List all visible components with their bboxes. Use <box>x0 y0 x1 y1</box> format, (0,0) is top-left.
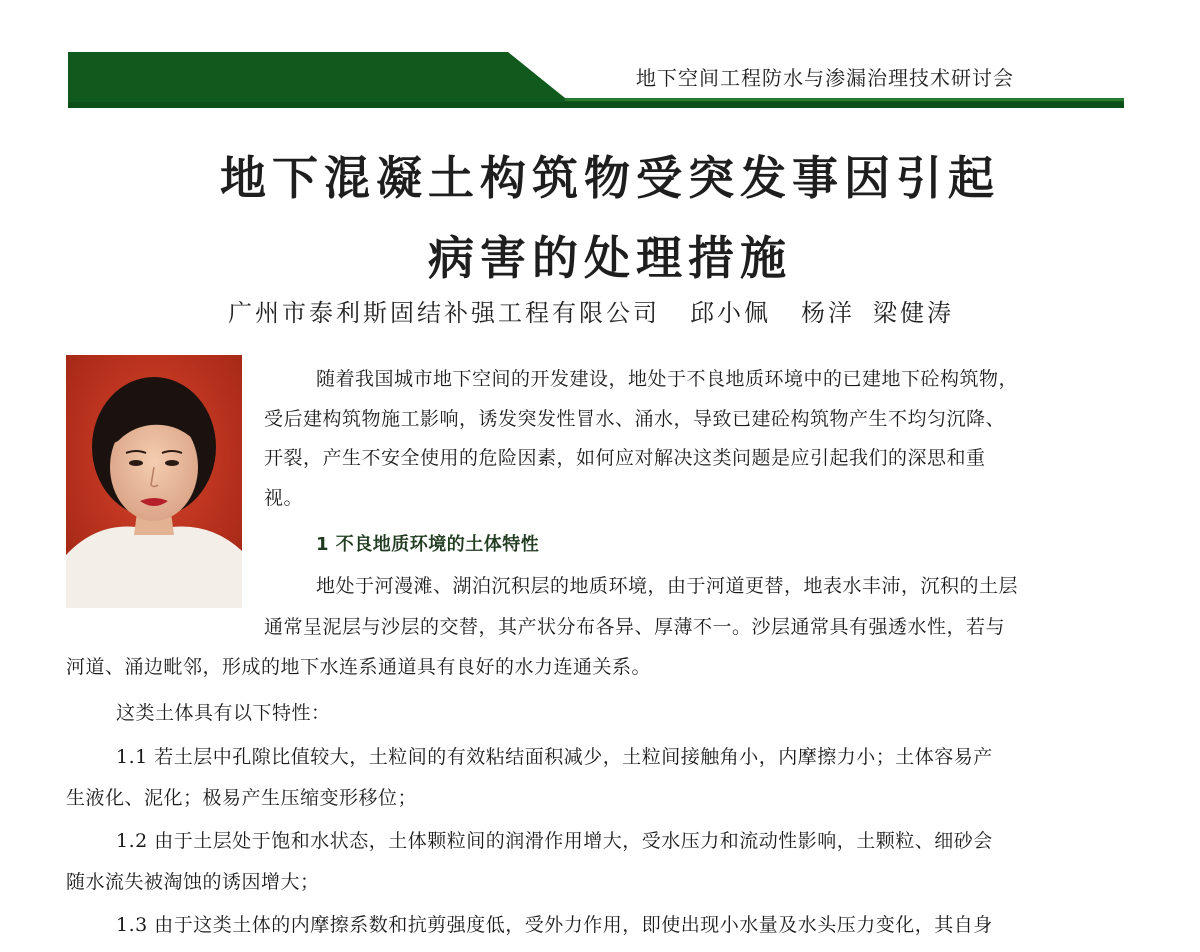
intro-line-4: 视。 <box>264 487 304 509</box>
item-1-2-line-1: 1.2 由于土层处于饱和水状态，土体颗粒间的润滑作用增大，受水压力和流动性影响，土颗粒、细砂会 <box>116 830 993 852</box>
item-1-1-line-1: 1.1 若土层中孔隙比值较大，土粒间的有效粘结面积减少，土粒间接触角小，内摩擦力小；土体容易产 <box>116 746 993 768</box>
portrait-image <box>66 355 242 608</box>
intro-line-2: 受后建构筑物施工影响，诱发突发性冒水、涌水，导致已建砼构筑物产生不均匀沉降、 <box>264 408 1006 430</box>
section1-line-2: 通常呈泥层与沙层的交替，其产状分布各异、厚薄不一。沙层通常具有强透水性，若与 <box>264 616 1006 638</box>
author-name: 邱小佩 <box>690 299 771 327</box>
intro-line-1: 随着我国城市地下空间的开发建设，地处于不良地质环境中的已建地下砼构筑物， <box>316 368 1019 390</box>
byline <box>228 293 954 328</box>
properties-intro: 这类土体具有以下特性： <box>116 702 331 724</box>
conference-name: 地下空间工程防水与渗漏治理技术研讨会 <box>636 66 1014 90</box>
item-1-2-line-2: 随水流失被淘蚀的诱因增大； <box>66 871 320 893</box>
author-name: 杨洋 <box>801 299 855 327</box>
section-heading: 1 不良地质环境的土体特性 <box>316 534 540 555</box>
author-portrait <box>66 355 242 608</box>
section1-line-1: 地处于河漫滩、湖泊沉积层的地质环境，由于河道更替，地表水丰沛，沉积的土层 <box>316 575 1019 597</box>
intro-line-3: 开裂，产生不安全使用的危险因素，如何应对解决这类问题是应引起我们的深思和重 <box>264 447 986 469</box>
item-1-3-line-1: 1.3 由于这类土体的内摩擦系数和抗剪强度低，受外力作用，即使出现小水量及水头压力变化，其自身 <box>116 914 993 936</box>
article-title-line-2: 病害的处理措施 <box>428 231 792 285</box>
item-1-1-line-2: 生液化、泥化；极易产生压缩变形移位； <box>66 787 418 809</box>
company-name: 广州市泰利斯固结补强工程有限公司 <box>228 299 660 327</box>
article-title-line-1: 地下混凝土构筑物受突发事因引起 <box>220 151 1000 205</box>
author-name: 梁健涛 <box>873 299 954 327</box>
section1-line-3: 河道、涌边毗邻，形成的地下水连系通道具有良好的水力连通关系。 <box>66 656 652 678</box>
